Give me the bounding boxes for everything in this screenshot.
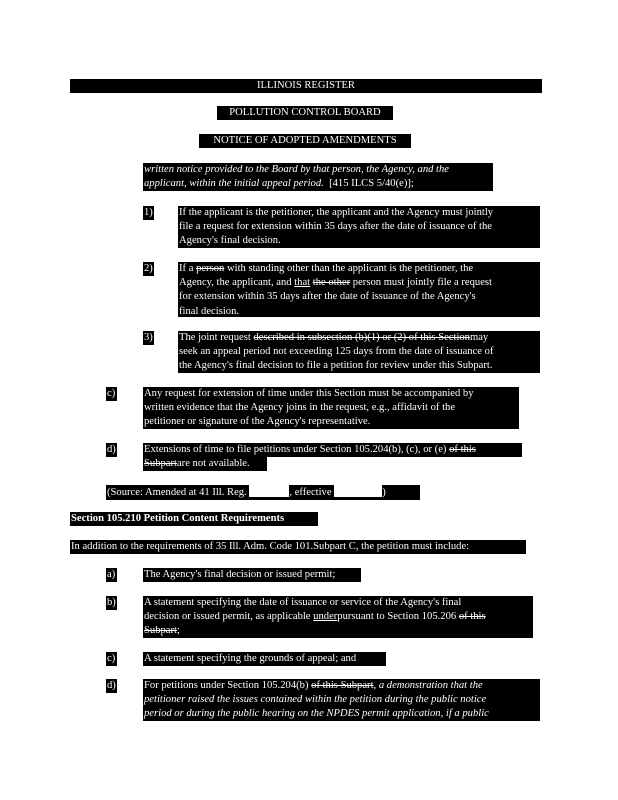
item-d-deleted-text: Subpart bbox=[144, 458, 177, 469]
section-intro-text: In addition to the requirements of 35 Ill. Adm. Code 101.Subpart C, the petition must include: bbox=[71, 541, 470, 552]
req-b-paragraph bbox=[143, 596, 533, 638]
req-b-marker bbox=[106, 596, 117, 610]
req-a-line: The Agency's final decision or issued permit; bbox=[144, 569, 336, 580]
req-b-text: decision or issued permit, as applicable bbox=[144, 611, 311, 623]
source-prefix: (Source: Amended at 41 Ill. Reg. bbox=[107, 487, 247, 498]
source-note bbox=[106, 485, 420, 500]
req-b-inserted-text: under bbox=[313, 611, 338, 623]
intro-paragraph bbox=[143, 163, 493, 191]
item-2-text: Agency, the applicant, and bbox=[179, 277, 292, 289]
req-c-line: A statement specifying the grounds of appeal; and bbox=[144, 653, 357, 664]
req-d-deleted-text: of this Subpart bbox=[311, 680, 374, 691]
req-a-marker-text: a) bbox=[107, 569, 116, 580]
item-3-text: The joint request bbox=[179, 332, 251, 343]
register-title-text: ILLINOIS REGISTER bbox=[257, 80, 355, 91]
item-2-paragraph bbox=[178, 262, 540, 317]
item-2-marker-text: 2) bbox=[144, 263, 153, 274]
item-3-deleted-text: described in subsection (b)(1) or (2) of this Section bbox=[253, 332, 470, 343]
req-c-marker-text: c) bbox=[107, 653, 116, 664]
item-d-line-1 bbox=[143, 443, 522, 457]
item-3-text: may bbox=[469, 332, 489, 343]
item-3-paragraph bbox=[178, 331, 540, 373]
source-suffix: ) bbox=[382, 487, 386, 498]
item-1-line: If the applicant is the petitioner, the applicant and the Agency must jointly bbox=[179, 207, 494, 218]
section-intro bbox=[70, 540, 526, 554]
item-c-marker bbox=[106, 387, 117, 401]
item-1-paragraph bbox=[178, 206, 540, 248]
item-d-text: Extensions of time to file petitions under Section 105.204(b), (c), or (e) bbox=[144, 444, 447, 455]
item-2-line: for extension within 35 days after the date of issuance of the Agency's bbox=[179, 291, 476, 303]
req-a-text bbox=[143, 568, 361, 582]
item-2-deleted-text: person bbox=[196, 263, 225, 274]
req-b-marker-text: b) bbox=[107, 597, 116, 608]
req-d-text: For petitions under Section 105.204(b) bbox=[144, 680, 309, 691]
item-d-text: are not available. bbox=[176, 458, 250, 469]
req-d-text: , bbox=[373, 680, 377, 691]
req-d-line: period or during the public hearing on the NPDES permit application, if a public bbox=[144, 708, 489, 720]
section-heading-text: Section 105.210 Petition Content Requirements bbox=[71, 513, 285, 524]
item-2-text: If a bbox=[179, 263, 194, 274]
req-d-marker bbox=[106, 679, 117, 693]
intro-citation: [415 ILCS 5/40(e)]; bbox=[329, 178, 414, 190]
notice-title bbox=[199, 134, 411, 148]
item-c-line: Any request for extension of time under this Section must be accompanied by bbox=[144, 388, 474, 399]
section-heading bbox=[70, 512, 318, 526]
source-blank-date bbox=[334, 485, 382, 497]
item-3-marker-text: 3) bbox=[144, 332, 153, 343]
req-d-italic-text: a demonstration that the bbox=[378, 680, 483, 691]
source-blank-register bbox=[249, 485, 289, 497]
item-c-line: written evidence that the Agency joins in the request, e.g., affidavit of the bbox=[144, 402, 456, 414]
item-3-line: seek an appeal period not exceeding 125 days from the date of issuance of bbox=[179, 346, 494, 358]
board-title-text: POLLUTION CONTROL BOARD bbox=[229, 107, 381, 118]
item-3-line: the Agency's final decision to file a petition for review under this Subpart. bbox=[179, 360, 493, 372]
item-c-line: petitioner or signature of the Agency's representative. bbox=[144, 416, 371, 428]
req-d-marker-text: d) bbox=[107, 680, 116, 691]
board-title bbox=[217, 106, 393, 120]
item-1-line: Agency's final decision. bbox=[179, 235, 281, 247]
item-2-deleted-text: the other bbox=[312, 277, 351, 289]
req-c-marker bbox=[106, 652, 117, 666]
item-2-text: with standing other than the applicant is the petitioner, the bbox=[226, 263, 474, 274]
item-2-marker bbox=[143, 262, 154, 276]
req-c-text bbox=[143, 652, 386, 666]
req-b-deleted-text: of this bbox=[458, 611, 486, 623]
intro-line-1: written notice provided to the Board by that person, the Agency, and the bbox=[144, 164, 450, 175]
item-d-marker bbox=[106, 443, 117, 457]
item-1-marker-text: 1) bbox=[144, 207, 153, 218]
item-1-line: file a request for extension within 35 days after the date of issuance of the bbox=[179, 221, 492, 233]
item-3-marker bbox=[143, 331, 154, 345]
req-b-deleted-text: Subpart bbox=[144, 625, 177, 637]
req-b-text: pursuant to Section 105.206 bbox=[337, 611, 457, 623]
item-2-line: final decision. bbox=[179, 305, 240, 317]
notice-title-text: NOTICE OF ADOPTED AMENDMENTS bbox=[213, 135, 397, 146]
source-effective: , effective bbox=[289, 487, 332, 498]
item-2-text: person must jointly file a request bbox=[352, 277, 492, 289]
register-title bbox=[70, 79, 542, 93]
item-1-marker bbox=[143, 206, 154, 220]
req-d-paragraph bbox=[143, 679, 540, 721]
intro-line-2-italic: applicant, within the initial appeal period. bbox=[144, 178, 324, 190]
item-d-marker-text: d) bbox=[107, 444, 116, 455]
req-d-line: petitioner raised the issues contained within the petition during the public notice bbox=[144, 694, 487, 706]
item-d-deleted-text: of this bbox=[449, 444, 476, 455]
item-c-paragraph bbox=[143, 387, 519, 429]
item-c-marker-text: c) bbox=[107, 388, 116, 399]
req-a-marker bbox=[106, 568, 117, 582]
item-d-line-2 bbox=[143, 457, 267, 471]
req-b-text: ; bbox=[176, 625, 180, 637]
req-b-line: A statement specifying the date of issuance or service of the Agency's final bbox=[144, 597, 462, 608]
item-2-inserted-text: that bbox=[294, 277, 311, 289]
